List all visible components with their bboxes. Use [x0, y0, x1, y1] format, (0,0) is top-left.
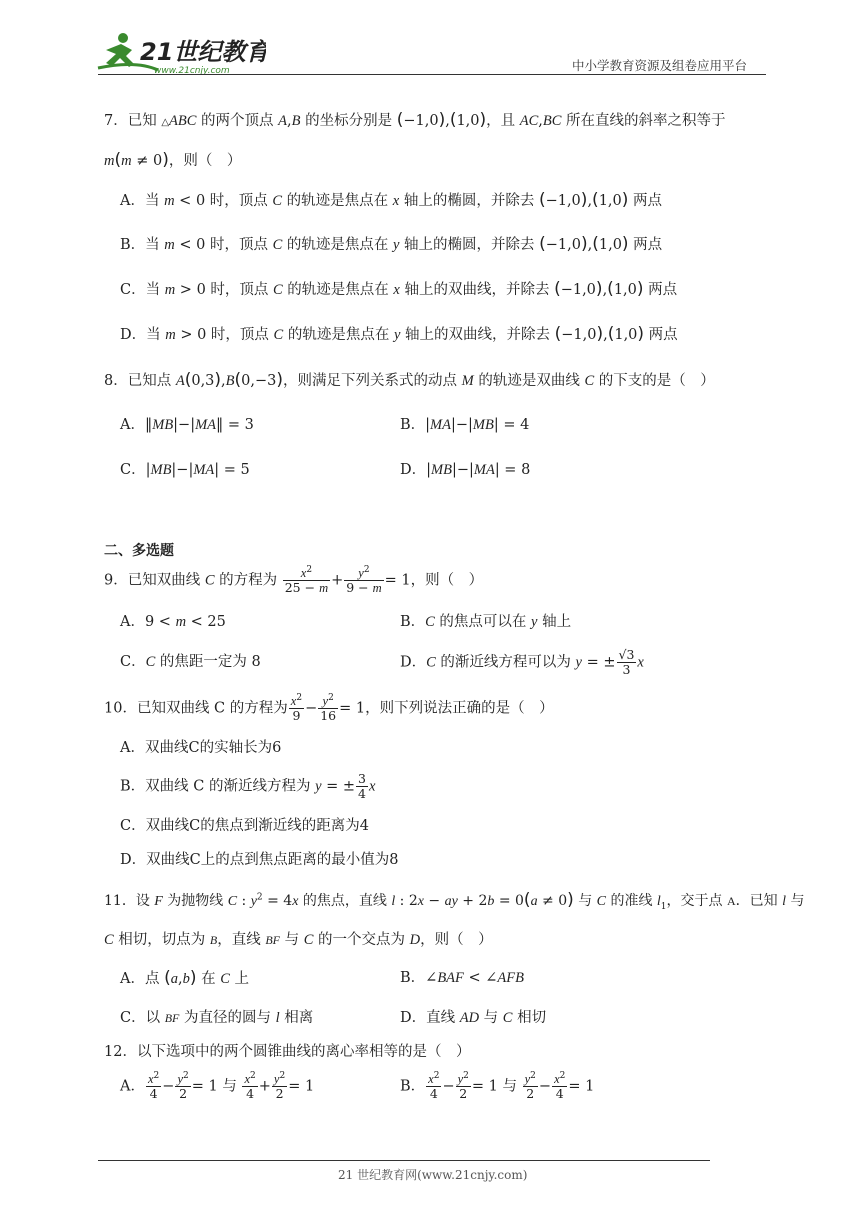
q11-option-b[interactable]: B．∠BAF < ∠AFB: [400, 970, 524, 986]
q10-option-d[interactable]: D．双曲线C上的点到焦点距离的最小值为8: [120, 852, 399, 868]
q11-stem-line1: 11．设 F 为抛物线 C : $y^2 = 4x$ 的焦点，直线 l : 2x − ay + 2b = 0(a ≠ 0) 与 C 的准线 $l_1$，交于点 A．已知 l 与: [104, 890, 805, 912]
q8-option-a[interactable]: A．‖MB|−|MA‖ = 3: [120, 417, 254, 433]
q12-option-a[interactable]: A． $\frac{x^2}{4}$ − $\frac{y^2}{2}$ = 1 与 $\frac{x^2}{4}$ + $\frac{y^2}{2}$ = 1: [120, 1070, 315, 1101]
q7-option-b[interactable]: B．当 m < 0 时，顶点 C 的轨迹是焦点在 y 轴上的椭圆，并除去 (−1,0),(1,0) 两点: [120, 234, 663, 254]
q9-option-a[interactable]: A．9 < m < 25: [120, 614, 226, 630]
running-figure-logo-icon: [96, 30, 266, 76]
q9-stem: 9．已知双曲线 C 的方程为 $\frac{x^2}{25 - m}$ + $\frac{y^2}{9 - m}$ = 1，则（ ）: [104, 564, 484, 595]
q12-option-b[interactable]: B． $\frac{x^2}{4}$ − $\frac{y^2}{2}$ = 1 与 $\frac{y^2}{2}$ − $\frac{x^2}{4}$ = 1: [400, 1070, 595, 1101]
q10-option-c[interactable]: C．双曲线C的焦点到渐近线的距离为4: [120, 818, 369, 834]
svg-text:www.21cnjy.com: www.21cnjy.com: [154, 66, 230, 76]
q10-stem: 10．已知双曲线 C 的方程为 $\frac{x^2}{9}$ − $\frac{y^2}{16}$ = 1，则下列说法正确的是（ ）: [104, 692, 554, 723]
q7-option-d[interactable]: D．当 m > 0 时，顶点 C 的轨迹是焦点在 y 轴上的双曲线，并除去 (−1,0),(1,0) 两点: [120, 324, 678, 344]
q11-stem-line2: C 相切，切点为 B，直线 BF 与 C 的一个交点为 D，则（ ）: [104, 932, 493, 948]
q7-stem-line1: 7．已知 △ABC 的两个顶点 A,B 的坐标分别是 (−1,0),(1,0)，且 AC,BC 所在直线的斜率之积等于: [104, 110, 726, 130]
q8-option-b[interactable]: B．|MA|−|MB| = 4: [400, 417, 530, 433]
q10-option-b[interactable]: B．双曲线 C 的渐近线方程为 y = ± $\frac{3}{4}$ x: [120, 771, 376, 801]
site-logo: [96, 30, 266, 76]
q7-stem-line2: m(m ≠ 0)，则（ ）: [104, 150, 242, 170]
q9-option-b[interactable]: B．C 的焦点可以在 y 轴上: [400, 614, 572, 630]
footer-link[interactable]: 21 世纪教育网(www.21cnjy.com): [338, 1168, 528, 1182]
q12-stem: 12．以下选项中的两个圆锥曲线的离心率相等的是（ ）: [104, 1044, 471, 1060]
q8-option-d[interactable]: D．|MB|−|MA| = 8: [400, 462, 531, 478]
q9-option-c[interactable]: C．C 的焦距一定为 8: [120, 654, 261, 670]
section-title-multiple-choice: 二、多选题: [104, 543, 174, 559]
q11-option-d[interactable]: D．直线 AD 与 C 相切: [400, 1010, 547, 1026]
header-divider: [98, 74, 766, 75]
q8-option-c[interactable]: C．|MB|−|MA| = 5: [120, 462, 250, 478]
header-platform-text: 中小学教育资源及组卷应用平台: [572, 58, 748, 73]
q7-option-c[interactable]: C．当 m > 0 时，顶点 C 的轨迹是焦点在 x 轴上的双曲线，并除去 (−1,0),(1,0) 两点: [120, 279, 678, 299]
q8-stem: 8．已知点 A(0,3),B(0,−3)，则满足下列关系式的动点 M 的轨迹是双曲线 C 的下支的是（ ）: [104, 370, 715, 390]
q9-option-d[interactable]: D．C 的渐近线方程可以为 y = ± $\frac{√3}{3}$ x: [400, 647, 644, 677]
svg-text:21世纪教育: 21世纪教育: [140, 38, 266, 66]
q10-option-a[interactable]: A．双曲线C的实轴长为6: [120, 740, 282, 756]
q7-option-a[interactable]: A．当 m < 0 时，顶点 C 的轨迹是焦点在 x 轴上的椭圆，并除去 (−1,0),(1,0) 两点: [120, 190, 662, 210]
q11-option-a[interactable]: A．点 (a,b) 在 C 上: [120, 968, 249, 988]
q11-option-c[interactable]: C．以 BF 为直径的圆与 l 相离: [120, 1010, 314, 1026]
footer-divider: [98, 1160, 710, 1161]
